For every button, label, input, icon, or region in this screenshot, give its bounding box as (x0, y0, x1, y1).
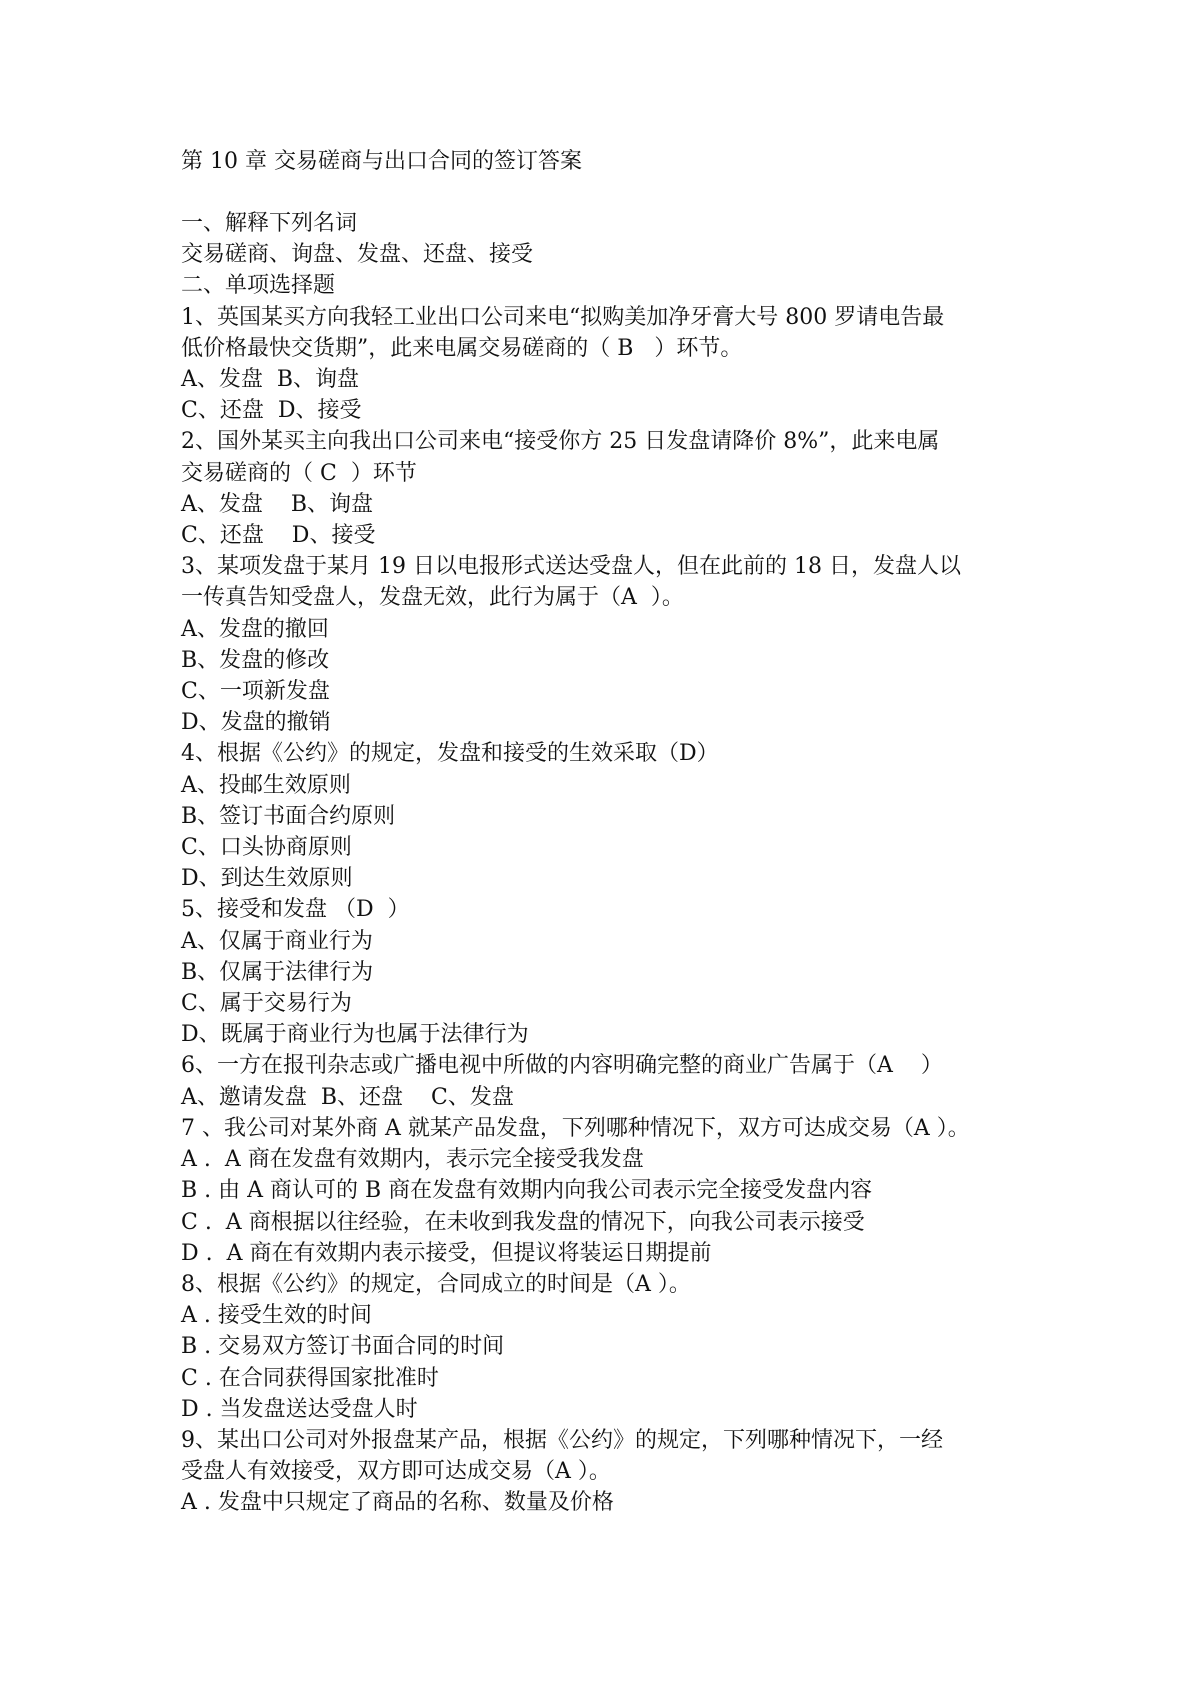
text-line: C . 在合同获得国家批准时 (181, 1365, 439, 1391)
text-line: A、投邮生效原则 (181, 772, 351, 798)
text-line: 8、根据《公约》的规定，合同成立的时间是（A ）。 (181, 1271, 691, 1297)
text-line: D、发盘的撤销 (181, 710, 331, 736)
document-title: 第 10 章 交易磋商与出口合同的签订答案 (181, 149, 582, 174)
text-line: 一传真告知受盘人，发盘无效，此行为属于（A ）。 (181, 585, 684, 611)
text-line: 一、解释下列名词 (181, 211, 358, 236)
text-line: C、一项新发盘 (181, 679, 330, 705)
text-line: 4、根据《公约》的规定，发盘和接受的生效采取（D） (181, 741, 719, 767)
text-line: B、签订书面合约原则 (181, 803, 396, 829)
text-line: C、还盘 D、接受 (181, 523, 376, 549)
text-line: 受盘人有效接受，双方即可达成交易（A ）。 (181, 1459, 611, 1485)
text-line: 6、一方在报刊杂志或广播电视中所做的内容明确完整的商业广告属于（A ） (181, 1053, 943, 1079)
text-line: 交易磋商、询盘、发盘、还盘、接受 (181, 242, 534, 268)
text-line: C、属于交易行为 (181, 991, 352, 1017)
text-line: A、发盘的撤回 (181, 616, 329, 642)
text-line: C、还盘 D、接受 (181, 398, 362, 424)
text-line: C . A 商根据以往经验，在未收到我发盘的情况下，向我公司表示接受 (181, 1209, 865, 1235)
text-line: B、发盘的修改 (181, 647, 330, 673)
text-line: B . 由 A 商认可的 B 商在发盘有效期内向我公司表示完全接受发盘内容 (181, 1178, 873, 1204)
text-line: A . 接受生效的时间 (181, 1303, 372, 1329)
document-body (181, 208, 1021, 1519)
text-line: 低价格最快交货期”，此来电属交易磋商的（ B ）环节。 (181, 335, 743, 361)
document-page (181, 146, 1021, 1519)
text-line: 2、国外某买主向我出口公司来电“接受你方 25 日发盘请降价 8%”，此来电属 (181, 429, 940, 455)
text-line: D、既属于商业行为也属于法律行为 (181, 1022, 529, 1048)
text-line: A、仅属于商业行为 (181, 928, 373, 954)
text-line: 1、英国某买方向我轻工业出口公司来电“拟购美加净牙膏大号 800 罗请电告最 (181, 304, 945, 330)
text-line: B、仅属于法律行为 (181, 959, 374, 985)
text-line: 3、某项发盘于某月 19 日以电报形式送达受盘人，但在此前的 18 日，发盘人以 (181, 554, 961, 580)
text-line: D、到达生效原则 (181, 866, 353, 892)
text-line: D . 当发盘送达受盘人时 (181, 1396, 418, 1422)
text-line: A、发盘 B、询盘 (181, 367, 360, 393)
text-line: 5、接受和发盘 （D ） (181, 897, 410, 923)
text-line: 二、单项选择题 (181, 273, 336, 299)
text-line: A . 发盘中只规定了商品的名称、数量及价格 (181, 1490, 614, 1516)
text-line: D . A 商在有效期内表示接受，但提议将装运日期提前 (181, 1240, 712, 1266)
text-line: 9、某出口公司对外报盘某产品，根据《公约》的规定，下列哪种情况下，一经 (181, 1427, 943, 1453)
text-line: 7 、我公司对某外商 A 就某产品发盘，下列哪种情况下，双方可达成交易（A ）。 (181, 1115, 970, 1141)
text-line: B . 交易双方签订书面合同的时间 (181, 1334, 505, 1360)
text-line: C、口头协商原则 (181, 835, 352, 861)
text-line: A、发盘 B、询盘 (181, 491, 374, 517)
text-line: A、邀请发盘 B、还盘 C、发盘 (181, 1084, 514, 1110)
text-line: 交易磋商的（ C ）环节 (181, 460, 417, 486)
text-line: A . A 商在发盘有效期内，表示完全接受我发盘 (181, 1147, 644, 1173)
